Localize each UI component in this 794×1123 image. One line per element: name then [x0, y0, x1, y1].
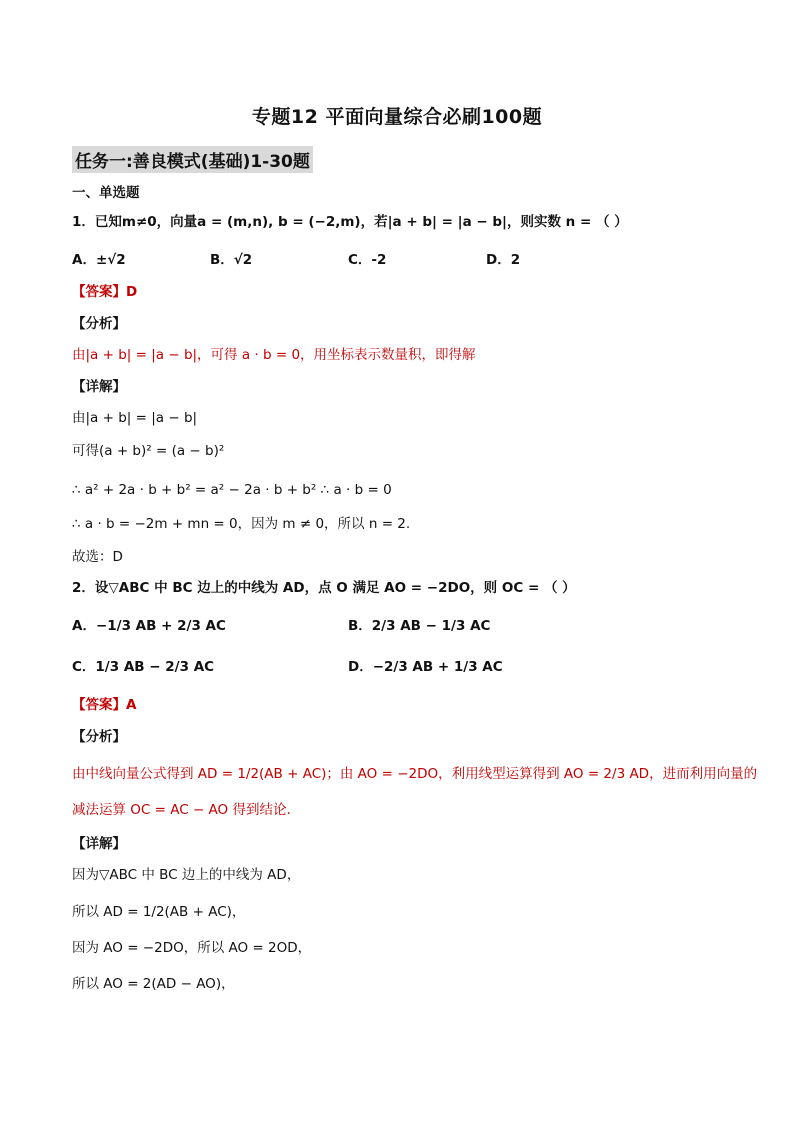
- q2-option-d: D．−2/3 AB + 1/3 AC: [348, 659, 503, 675]
- q1-detail-line-3: ∴ a² + 2a · b + b² = a² − 2a · b + b² ∴ a · b = 0: [72, 482, 392, 498]
- q2-option-a: A．−1/3 AB + 2/3 AC: [72, 618, 226, 634]
- q1-detail-label: 【详解】: [72, 379, 126, 395]
- q1-detail-line-2: 可得(a + b)² = (a − b)²: [72, 443, 225, 459]
- section-heading: 一、单选题: [72, 185, 140, 201]
- q2-option-c: C．1/3 AB − 2/3 AC: [72, 659, 215, 675]
- q2-analysis-line-2: 减法运算 OC = AC − AO 得到结论.: [72, 802, 291, 818]
- q1-stem: 1．已知m≠0，向量a = (m,n), b = (−2,m)，若|a + b| = |a − b|，则实数 n = （ ）: [72, 214, 628, 230]
- q1-detail-line-4: ∴ a · b = −2m + mn = 0，因为 m ≠ 0，所以 n = 2.: [72, 516, 411, 532]
- q1-detail-line-1: 由|a + b| = |a − b|: [72, 410, 198, 426]
- q2-answer: 【答案】A: [72, 697, 137, 713]
- q1-analysis-label: 【分析】: [72, 316, 126, 332]
- q2-detail-line-1: 因为▽ABC 中 BC 边上的中线为 AD，: [72, 867, 301, 883]
- q1-option-d: D．2: [486, 252, 521, 268]
- q2-detail-label: 【详解】: [72, 836, 126, 852]
- q1-option-c: C．-2: [348, 252, 387, 268]
- q2-stem: 2．设▽ABC 中 BC 边上的中线为 AD，点 O 满足 AO = −2DO，则 OC = （ ）: [72, 580, 576, 596]
- q1-option-b: B．√2: [210, 252, 253, 268]
- q2-detail-line-4: 所以 AO = 2(AD − AO)，: [72, 976, 235, 992]
- q2-detail-line-2: 所以 AD = 1/2(AB + AC)，: [72, 904, 246, 920]
- q1-option-a: A．±√2: [72, 252, 126, 268]
- page-title: 专题12 平面向量综合必刷100题: [251, 106, 543, 128]
- q2-option-b: B．2/3 AB − 1/3 AC: [348, 618, 491, 634]
- q1-choice: 故选：D: [72, 549, 123, 565]
- q2-detail-line-3: 因为 AO = −2DO，所以 AO = 2OD，: [72, 940, 312, 956]
- q2-analysis-line-1: 由中线向量公式得到 AD = 1/2(AB + AC)；由 AO = −2DO，利用线型运算得到 AO = 2/3 AD，进而利用向量的: [72, 766, 758, 782]
- q1-analysis: 由|a + b| = |a − b|，可得 a · b = 0，用坐标表示数量积，即得解: [72, 347, 476, 363]
- q1-answer: 【答案】D: [72, 284, 138, 300]
- q2-analysis-label: 【分析】: [72, 729, 126, 745]
- task-heading: 任务一:善良模式(基础)1-30题: [72, 146, 313, 173]
